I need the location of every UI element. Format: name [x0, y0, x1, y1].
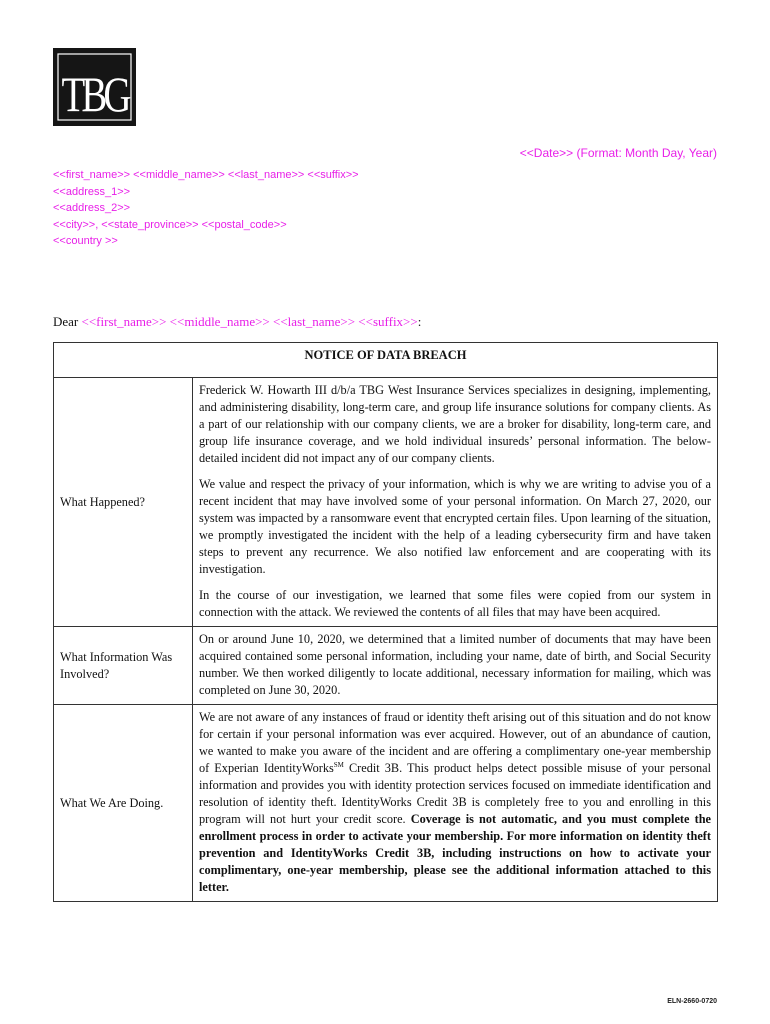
notice-title-row [54, 343, 718, 378]
notice-title: NOTICE OF DATA BREACH [54, 343, 718, 378]
what-we-are-doing-label: What We Are Doing. [54, 705, 193, 902]
salutation-colon: : [417, 314, 422, 329]
salutation [53, 314, 421, 330]
what-happened-content [193, 378, 718, 627]
what-happened-paragraph-3: In the course of our investigation, we learned that some files were copied from our system in connection with the attack. We reviewed the contents of all files that may have been acquired. [199, 588, 711, 619]
tbg-logo-mark [53, 48, 136, 126]
notice-table [53, 342, 718, 902]
what-information-label: What Information Was Involved? [54, 627, 193, 705]
what-we-are-doing-text-b: Credit 3B. This product helps detect possible misuse of your personal information and provides you with identity protection services focused on immediate identification and resolution of identity theft. IdentityWorks Credit 3B is completely free to you and enrolling in this program will not hurt your credit score. [199, 761, 712, 826]
what-information-paragraph: On or around June 10, 2020, we determined that a limited number of documents that may have been acquired contained some personal information, including your name, date of birth, and Social Security number. We then worked diligently to locate additional, necessary information for mailing, which was completed on June 30, 2020. [199, 632, 711, 697]
what-we-are-doing-content [193, 705, 718, 902]
what-happened-paragraph-1: Frederick W. Howarth III d/b/a TBG West Insurance Services specializes in designing, implementing, and administering disability, long-term care, and group life insurance solutions for company clients. As a part of our relationship with our company clients, we are a broker for disability, long-term care, and group life insurance coverage, and we hold individual insureds’ personal information. The below-detailed incident did not impact any of our company clients. [199, 383, 711, 465]
recipient-address [53, 167, 359, 250]
salutation-prefix: Dear [53, 314, 82, 329]
tbg-logo [53, 48, 136, 126]
address-line-2: <<address_2>> [53, 202, 131, 214]
what-information-content [193, 627, 718, 705]
document-code: ELN-2660-0720 [667, 998, 717, 1005]
address-line-1: <<address_1>> [53, 185, 131, 198]
salutation-name: <<first_name>> <<middle_name>> <<last_name>> <<suffix>> [81, 314, 418, 329]
svg-text:TBG: TBG [61, 66, 131, 122]
what-happened-paragraph-2: We value and respect the privacy of your information, which is why we are writing to advise you of a recent incident that may have involved some of your personal information. On March 27, 2020, our system was impacted by a ransomware event that encrypted certain files. Upon learning of the situation, we promptly investigated the incident with the help of a leading cybersecurity firm and have taken steps to prevent any recurrence. We also notified law enforcement and are cooperating with its investigation. [199, 477, 711, 576]
what-we-are-doing-row [54, 705, 718, 902]
what-we-are-doing-paragraph [199, 709, 711, 896]
what-we-are-doing-bold-text: Coverage is not automatic, and you must complete the enrollment process in order to activate your membership. For more information on identity theft prevention and IdentityWorks Credit 3B, including instructions on how to activate your complimentary, one-year membership, please see the additional information attached to this letter. [199, 812, 711, 894]
what-we-are-doing-text-a: We are not aware of any instances of fraud or identity theft arising out of this situation and do not know for certain if your personal information was ever acquired. However, out of an abundance of caution, we wanted to make you aware of the incident and are offering a complimentary one-year membership of Experian IdentityWorks [199, 710, 711, 775]
address-name-line: <<first_name>> <<middle_name>> <<last_name>> <<suffix>> [53, 169, 359, 181]
address-city-line: <<city>>, <<state_province>> <<postal_code>> [53, 218, 287, 231]
service-mark: SM [333, 760, 344, 769]
date-placeholder: <<Date>> (Format: Month Day, Year) [519, 146, 717, 160]
what-happened-label: What Happened? [54, 378, 193, 627]
what-information-row [54, 627, 718, 705]
address-country-line: <<country >> [53, 235, 118, 247]
what-happened-row [54, 378, 718, 627]
